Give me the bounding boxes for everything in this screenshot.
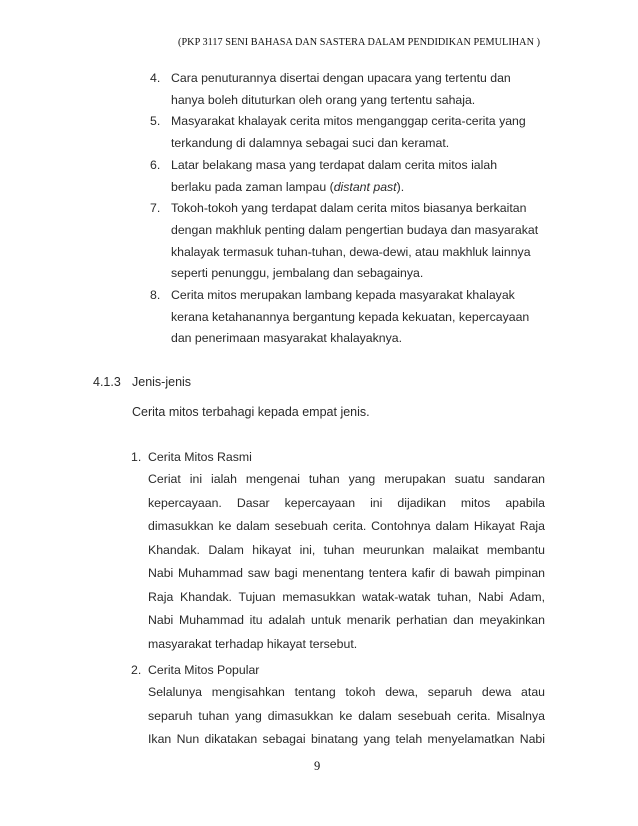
paragraph-line: kepercayaan. Dasar kepercayaan ini dijadikan mitos apabila xyxy=(148,495,545,510)
paragraph-line: Ceriat ini ialah mengenai tuhan yang merupakan suatu sandaran xyxy=(148,472,545,486)
paragraph-line: Khandak. Dalam hikayat ini, tuhan meurunkan malaikat membantu xyxy=(148,542,545,557)
list-item xyxy=(150,155,570,198)
section-title: Jenis-jenis xyxy=(132,375,192,389)
list-item-line-start: berlaku pada zaman lampau ( xyxy=(171,179,334,194)
list-item-line: kerana ketahanannya bergantung kepada kekuatan, kepercayaan xyxy=(171,309,530,324)
paragraph-line: masyarakat terhadap hikayat tersebut. xyxy=(148,636,358,651)
type-item xyxy=(131,447,545,656)
list-item-line: khalayak termasuk tuhan-tuhan, dewa-dewi, atau makhluk lainnya xyxy=(171,244,531,259)
features-list xyxy=(150,68,570,350)
list-item-number: 4. xyxy=(150,71,161,85)
type-number: 1. xyxy=(131,450,142,464)
list-item-line: dan penerimaan masyarakat khalayaknya. xyxy=(171,331,403,346)
type-heading xyxy=(131,447,545,468)
list-item-line: terkandung di dalamnya sebagai suci dan keramat. xyxy=(171,136,450,151)
paragraph-line: Nabi Muhammad saw bagi menentang tentera kafir di bawah pimpinan xyxy=(148,566,545,580)
type-paragraph xyxy=(131,468,545,656)
paragraph-line: separuh tuhan yang dimasukkan ke dalam sesebuah cerita. Misalnya xyxy=(148,708,545,723)
paragraph-line: Raja Khandak. Tujuan memasukkan watak-watak tuhan, Nabi Adam, xyxy=(148,589,545,604)
section-number: 4.1.3 xyxy=(93,375,121,389)
list-item xyxy=(150,68,570,111)
paragraph-line: Nabi Muhammad itu adalah untuk menarik perhatian dan meyakinkan xyxy=(148,613,545,627)
section-heading xyxy=(93,375,191,389)
list-item xyxy=(150,111,570,154)
type-number: 2. xyxy=(131,663,142,677)
type-item xyxy=(131,660,545,752)
list-item-number: 7. xyxy=(150,201,161,216)
type-heading xyxy=(131,660,545,681)
list-item-line: Cerita mitos merupakan lambang kepada masyarakat khalayak xyxy=(171,288,515,303)
list-item-line: seperti penunggu, jembalang dan sebagainya. xyxy=(171,266,424,281)
list-item-line-end: ). xyxy=(396,179,405,194)
page-header: (PKP 3117 SENI BAHASA DAN SASTERA DALAM PENDIDIKAN PEMULIHAN ) xyxy=(178,37,541,48)
list-item-line: Masyarakat khalayak cerita mitos menganggap cerita-cerita yang xyxy=(171,114,526,129)
section-intro: Cerita mitos terbahagi kepada empat jenis. xyxy=(132,405,370,419)
type-title: Cerita Mitos Popular xyxy=(148,663,260,677)
paragraph-line: dimasukkan ke dalam sesebuah cerita. Contohnya dalam Hikayat Raja xyxy=(148,519,545,533)
page-number: 9 xyxy=(314,759,321,773)
list-item-number: 6. xyxy=(150,157,161,172)
list-item-line: Latar belakang masa yang terdapat dalam cerita mitos ialah xyxy=(171,157,498,172)
list-item-line: Cara penuturannya disertai dengan upacara yang tertentu dan xyxy=(171,71,511,85)
paragraph-line: Ikan Nun dikatakan sebagai binatang yang telah menyelamatkan Nabi xyxy=(148,732,545,746)
list-item-number: 5. xyxy=(150,114,161,129)
list-item xyxy=(150,285,570,350)
list-item-line: hanya boleh dituturkan oleh orang yang tertentu sahaja. xyxy=(171,92,476,107)
type-paragraph xyxy=(131,681,545,752)
italic-term: distant past xyxy=(333,179,397,194)
list-item-line: Tokoh-tokoh yang terdapat dalam cerita mitos biasanya berkaitan xyxy=(171,201,527,216)
list-item xyxy=(150,198,570,285)
paragraph-line: Selalunya mengisahkan tentang tokoh dewa, separuh dewa atau xyxy=(148,685,545,699)
list-item-number: 8. xyxy=(150,288,161,303)
list-item-line: dengan makhluk penting dalam pengertian budaya dan masyarakat xyxy=(171,222,539,237)
type-title: Cerita Mitos Rasmi xyxy=(148,450,252,464)
